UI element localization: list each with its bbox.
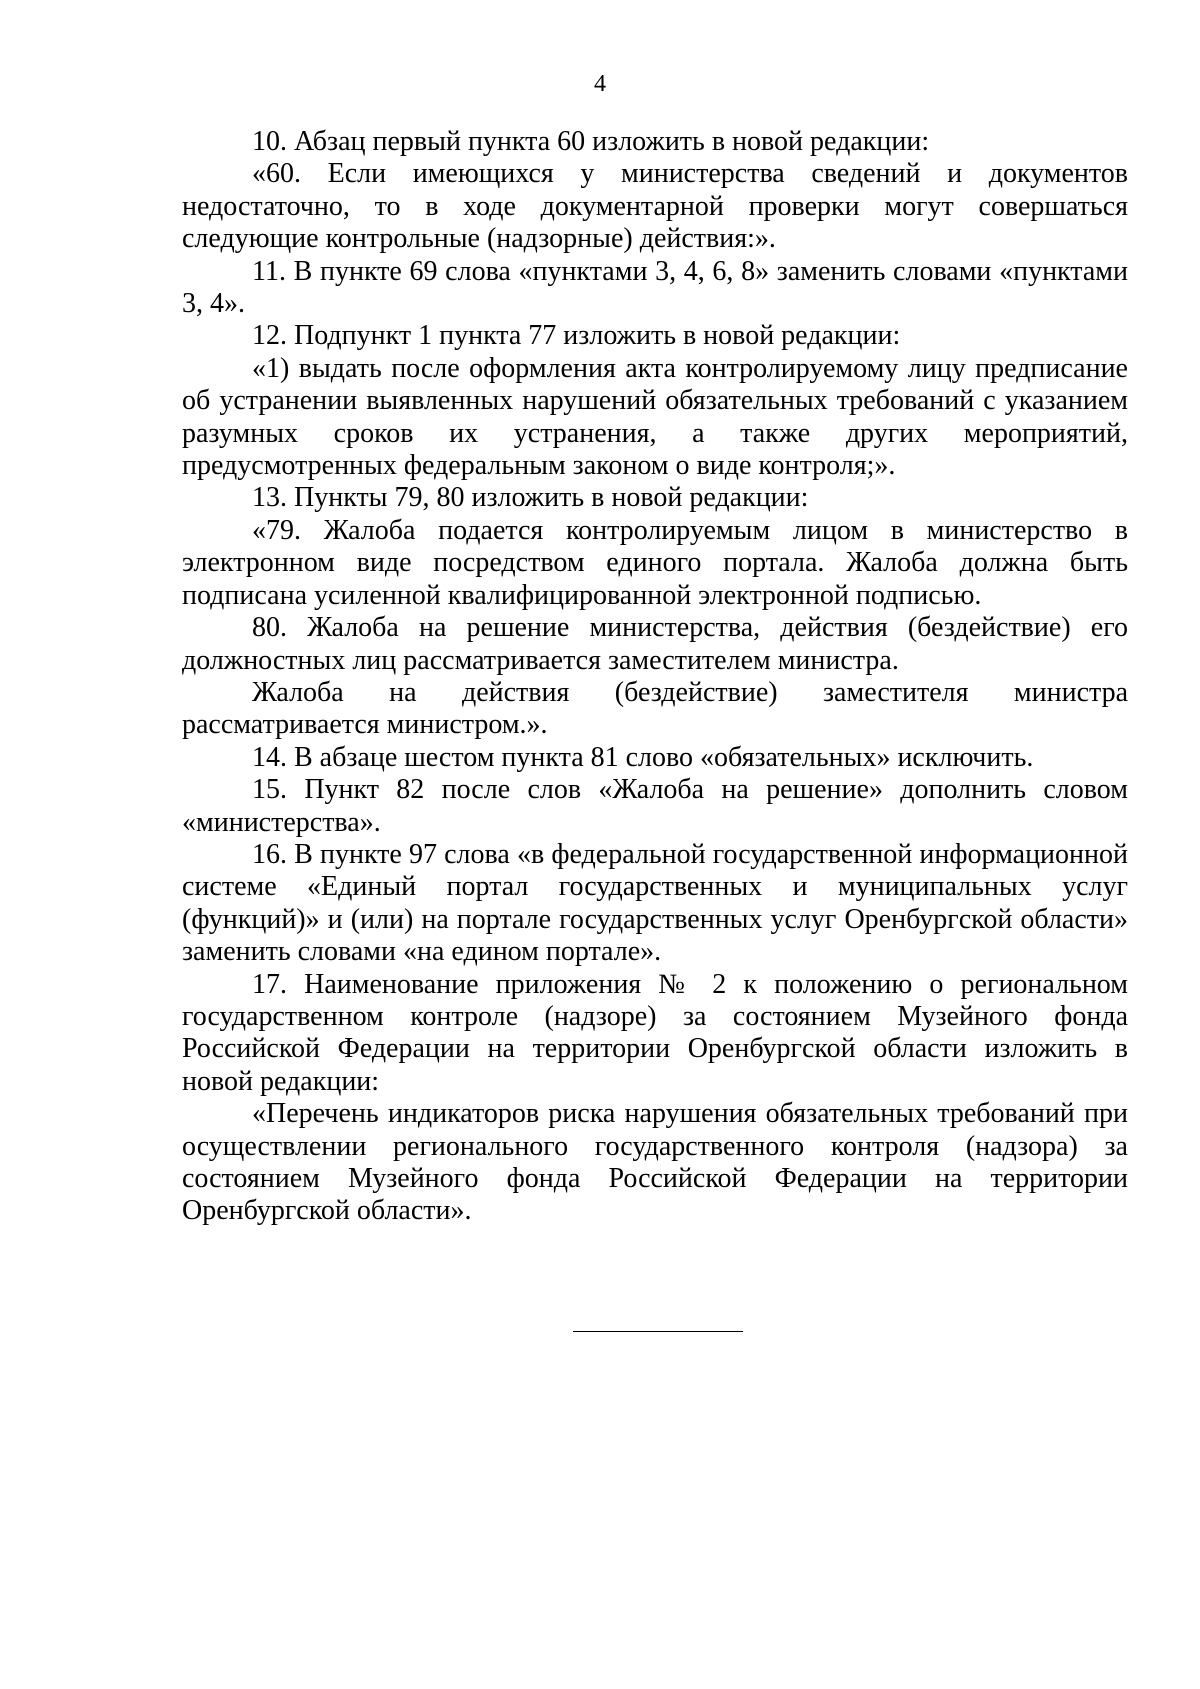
- paragraph-item-13: 13. Пункты 79, 80 изложить в новой редакции:: [252, 482, 809, 514]
- paragraph-quote-appendix-title: «Перечень индикаторов риска нарушения обязательных требований при осуществлении регионального государственного контроля (надзора) за состоянием Музейного фонда Российской Федерации на территории Оренбургской области».: [182, 1098, 1128, 1227]
- paragraph-quote-80: 80. Жалоба на решение министерства, действия (бездействие) его должностных лиц рассматривается заместителем министра.: [182, 612, 1128, 676]
- paragraph-quote-60: «60. Если имеющихся у министерства сведений и документов недостаточно, то в ходе документарной проверки могут совершаться следующие контрольные (надзорные) действия:».: [182, 158, 1128, 255]
- end-separator-line: [573, 1331, 743, 1332]
- paragraph-item-16: 16. В пункте 97 слова «в федеральной государственной информационной системе «Единый портал государственных и муниципальных услуг (функций)» и (или) на портале государственных услуг Оренбургской области» заменить словами «на едином портале».: [182, 838, 1128, 968]
- paragraph-item-14: 14. В абзаце шестом пункта 81 слово «обязательных» исключить.: [252, 741, 1034, 773]
- paragraph-item-15: 15. Пункт 82 после слов «Жалоба на решение» дополнить словом «министерства».: [182, 774, 1128, 838]
- paragraph-quote-79: «79. Жалоба подается контролируемым лицом в министерство в электронном виде посредством единого портала. Жалоба должна быть подписана усиленной квалифицированной электронной подписью.: [182, 514, 1128, 611]
- paragraph-item-17: 17. Наименование приложения № 2 к положению о региональном государственном контроле (надзоре) за состоянием Музейного фонда Российской Федерации на территории Оренбургской области изложить в новой редакции:: [182, 968, 1128, 1097]
- paragraph-item-12: 12. Подпункт 1 пункта 77 изложить в новой редакции:: [252, 320, 901, 352]
- page-number: 4: [594, 71, 606, 97]
- document-body: [182, 126, 1128, 1228]
- paragraph-item-10: 10. Абзац первый пункта 60 изложить в новой редакции:: [252, 126, 930, 157]
- paragraph-item-11: 11. В пункте 69 слова «пунктами 3, 4, 6, 8» заменить словами «пунктами 3, 4».: [182, 255, 1128, 320]
- paragraph-quote-80-continued: Жалоба на действия (бездействие) заместителя министра рассматривается министром.».: [182, 676, 1128, 741]
- paragraph-quote-subitem-1: «1) выдать после оформления акта контролируемому лицу предписание об устранении выявленных нарушений обязательных требований с указанием разумных сроков их устранения, а также других мероприятий, предусмотренных федеральным законом о виде контроля;».: [182, 352, 1128, 482]
